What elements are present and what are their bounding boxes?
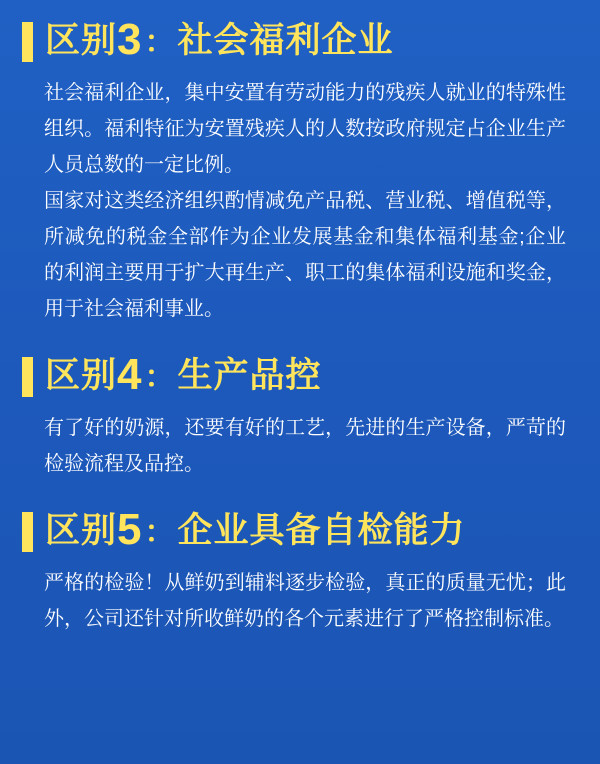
section-body-4 <box>22 410 574 482</box>
section-heading-5 <box>22 505 574 555</box>
section-body-5 <box>22 565 574 637</box>
heading-title-5: 企业具备自检能力 <box>177 511 466 550</box>
heading-colon-5: ： <box>144 516 176 549</box>
heading-title-3: 社会福利企业 <box>177 21 394 60</box>
heading-colon-3: ： <box>144 26 176 59</box>
paragraph: 严格的检验！从鲜奶到辅料逐步检验，真正的质量无忧；此外，公司还针对所收鲜奶的各个元素进行了严格控制标准。 <box>44 572 566 630</box>
section-heading-3 <box>22 15 574 65</box>
heading-number-4: 4 <box>117 350 143 399</box>
heading-line-3 <box>45 15 394 65</box>
paragraph: 社会福利企业，集中安置有劳动能力的残疾人就业的特殊性组织。福利特征为安置残疾人的人数按政府规定占企业生产人员总数的一定比例。 <box>44 82 566 176</box>
section-difference-4 <box>22 350 574 482</box>
heading-title-4: 生产品控 <box>177 356 322 395</box>
accent-bar-icon <box>22 357 33 397</box>
section-difference-5 <box>22 505 574 637</box>
paragraph: 有了好的奶源，还要有好的工艺，先进的生产设备，严苛的检验流程及品控。 <box>44 417 566 475</box>
section-heading-4 <box>22 350 574 400</box>
heading-line-4 <box>45 350 322 400</box>
section-body-3 <box>22 75 574 327</box>
paragraph: 国家对这类经济组织酌情减免产品税、营业税、增值税等，所减免的税金全部作为企业发展基金和集体福利基金;企业的利润主要用于扩大再生产、职工的集体福利设施和奖金，用于社会福利事业。 <box>44 190 566 320</box>
heading-colon-4: ： <box>144 361 176 394</box>
accent-bar-icon <box>22 22 33 62</box>
heading-line-5 <box>45 505 466 555</box>
heading-label-3: 区别 <box>45 21 118 60</box>
accent-bar-icon <box>22 512 33 552</box>
section-difference-3 <box>22 15 574 327</box>
heading-number-5: 5 <box>117 505 143 554</box>
heading-label-4: 区别 <box>45 356 118 395</box>
heading-number-3: 3 <box>117 15 143 64</box>
heading-label-5: 区别 <box>45 511 118 550</box>
